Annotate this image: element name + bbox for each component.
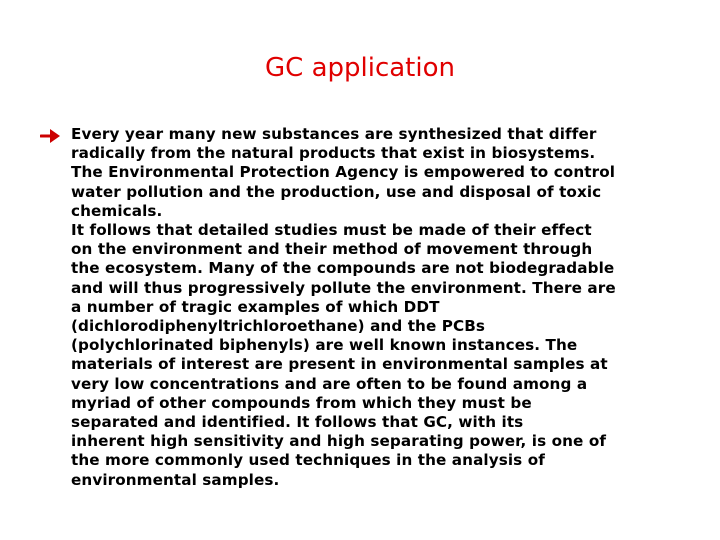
paragraph-line: (dichlorodiphenyltrichloroethane) and the PCBs bbox=[71, 317, 486, 336]
paragraph-line: inherent high sensitivity and high separating power, is one of bbox=[71, 432, 607, 451]
paragraph-line: very low concentrations and are often to be found among a bbox=[71, 374, 588, 393]
paragraph-line: a number of tragic examples of which DDT bbox=[71, 297, 440, 316]
paragraph-line: water pollution and the production, use and disposal of toxic bbox=[71, 182, 602, 201]
paragraph-line: the ecosystem. Many of the compounds are not biodegradable bbox=[71, 259, 615, 278]
right-arrow-icon bbox=[40, 127, 64, 145]
paragraph-line: the more commonly used techniques in the analysis of bbox=[71, 451, 545, 470]
paragraph-line: on the environment and their method of movement through bbox=[71, 240, 593, 259]
paragraph-line: myriad of other compounds from which they must be bbox=[71, 393, 532, 412]
paragraph-line: (polychlorinated biphenyls) are well known instances. The bbox=[71, 336, 578, 355]
paragraph-line: and will thus progressively pollute the environment. There are bbox=[71, 278, 616, 297]
slide-title: GC application bbox=[265, 53, 455, 83]
paragraph-line: Every year many new substances are synthesized that differ bbox=[71, 125, 597, 143]
paragraph-line: The Environmental Protection Agency is empowered to control bbox=[71, 163, 616, 182]
paragraph-line: It follows that detailed studies must be made of their effect bbox=[71, 221, 592, 240]
paragraph-line: materials of interest are present in environmental samples at bbox=[71, 355, 608, 374]
paragraph-line: radically from the natural products that exist in biosystems. bbox=[71, 144, 596, 163]
paragraph-line: chemicals. bbox=[71, 201, 163, 220]
paragraph-line: environmental samples. bbox=[71, 470, 280, 489]
paragraph-line: separated and identified. It follows that GC, with its bbox=[71, 413, 524, 432]
bullet-paragraph bbox=[71, 125, 693, 490]
